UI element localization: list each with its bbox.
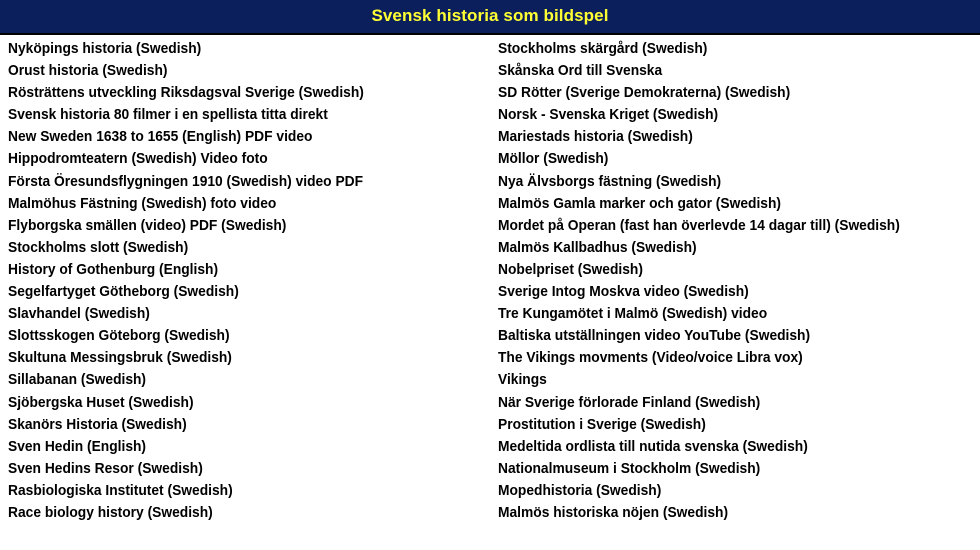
history-link[interactable]: Orust historia (Swedish) — [8, 62, 168, 80]
right-link-column — [498, 38, 976, 524]
history-link[interactable]: Rasbiologiska Institutet (Swedish) — [8, 481, 233, 499]
history-link[interactable]: Nationalmuseum i Stockholm (Swedish) — [498, 459, 761, 477]
history-link[interactable]: Sverige Intog Moskva video (Swedish) — [498, 283, 749, 301]
history-link[interactable]: Sjöbergska Huset (Swedish) — [8, 393, 194, 411]
history-link[interactable]: Sven Hedins Resor (Swedish) — [8, 459, 203, 477]
history-link[interactable]: Tre Kungamötet i Malmö (Swedish) video — [498, 305, 768, 323]
history-link[interactable]: Skånska Ord till Svenska — [498, 62, 663, 80]
history-link[interactable]: Stockholms skärgård (Swedish) — [498, 40, 708, 57]
history-link[interactable]: History of Gothenburg (English) — [8, 260, 219, 278]
history-link[interactable]: Svensk historia 80 filmer i en spellista titta direkt — [8, 106, 328, 124]
history-link[interactable]: Slavhandel (Swedish) — [8, 305, 150, 323]
history-link[interactable]: Prostitution i Sverige (Swedish) — [498, 415, 706, 433]
history-link[interactable]: Stockholms slott (Swedish) — [8, 238, 189, 256]
history-link[interactable]: Mordet på Operan (fast han överlevde 14 dagar till) (Swedish) — [498, 216, 900, 234]
history-link[interactable]: Hippodromteatern (Swedish) Video foto — [8, 150, 268, 168]
history-link[interactable]: Sillabanan (Swedish) — [8, 371, 147, 389]
history-link[interactable]: Malmöhus Fästning (Swedish) foto video — [8, 194, 277, 212]
history-link[interactable]: Nobelpriset (Swedish) — [498, 260, 643, 278]
history-link[interactable]: Segelfartyget Götheborg (Swedish) — [8, 283, 239, 301]
history-link[interactable]: Race biology history (Swedish) — [8, 503, 213, 521]
history-link[interactable]: Sven Hedin (English) — [8, 437, 147, 455]
history-link[interactable]: Slottsskogen Göteborg (Swedish) — [8, 327, 230, 345]
history-link[interactable]: Norsk - Svenska Kriget (Swedish) — [498, 106, 719, 124]
history-link[interactable]: Skanörs Historia (Swedish) — [8, 415, 187, 433]
history-link[interactable]: The Vikings movments (Video/voice Libra vox) — [498, 349, 803, 367]
history-link[interactable]: Skultuna Messingsbruk (Swedish) — [8, 349, 232, 367]
history-link[interactable]: Mopedhistoria (Swedish) — [498, 481, 662, 499]
history-link[interactable]: New Sweden 1638 to 1655 (English) PDF video — [8, 128, 313, 146]
page-title: Svensk historia som bildspel — [371, 5, 609, 25]
history-link[interactable]: Möllor (Swedish) — [498, 150, 609, 168]
history-link[interactable]: Malmös Kallbadhus (Swedish) — [498, 238, 697, 256]
history-link[interactable]: Malmös Gamla marker och gator (Swedish) — [498, 194, 781, 212]
history-link[interactable]: Nya Älvsborgs fästning (Swedish) — [498, 172, 722, 190]
history-link[interactable]: Flyborgska smällen (video) PDF (Swedish) — [8, 216, 287, 234]
history-link[interactable]: Mariestads historia (Swedish) — [498, 128, 693, 146]
history-link[interactable]: Baltiska utställningen video YouTube (Swedish) — [498, 327, 811, 345]
title-bar — [0, 0, 980, 35]
history-link[interactable]: Vikings — [498, 371, 547, 389]
history-link[interactable]: Första Öresundsflygningen 1910 (Swedish) video PDF — [8, 172, 364, 190]
history-link[interactable]: Nyköpings historia (Swedish) — [8, 40, 202, 57]
history-link[interactable]: När Sverige förlorade Finland (Swedish) — [498, 393, 761, 411]
history-link[interactable]: Medeltida ordlista till nutida svenska (Swedish) — [498, 437, 808, 455]
history-link[interactable]: Rösträttens utveckling Riksdagsval Sverige (Swedish) — [8, 84, 364, 102]
history-link[interactable]: SD Rötter (Sverige Demokraterna) (Swedish) — [498, 84, 791, 102]
left-link-column — [8, 38, 478, 524]
history-link[interactable]: Malmös historiska nöjen (Swedish) — [498, 503, 729, 521]
